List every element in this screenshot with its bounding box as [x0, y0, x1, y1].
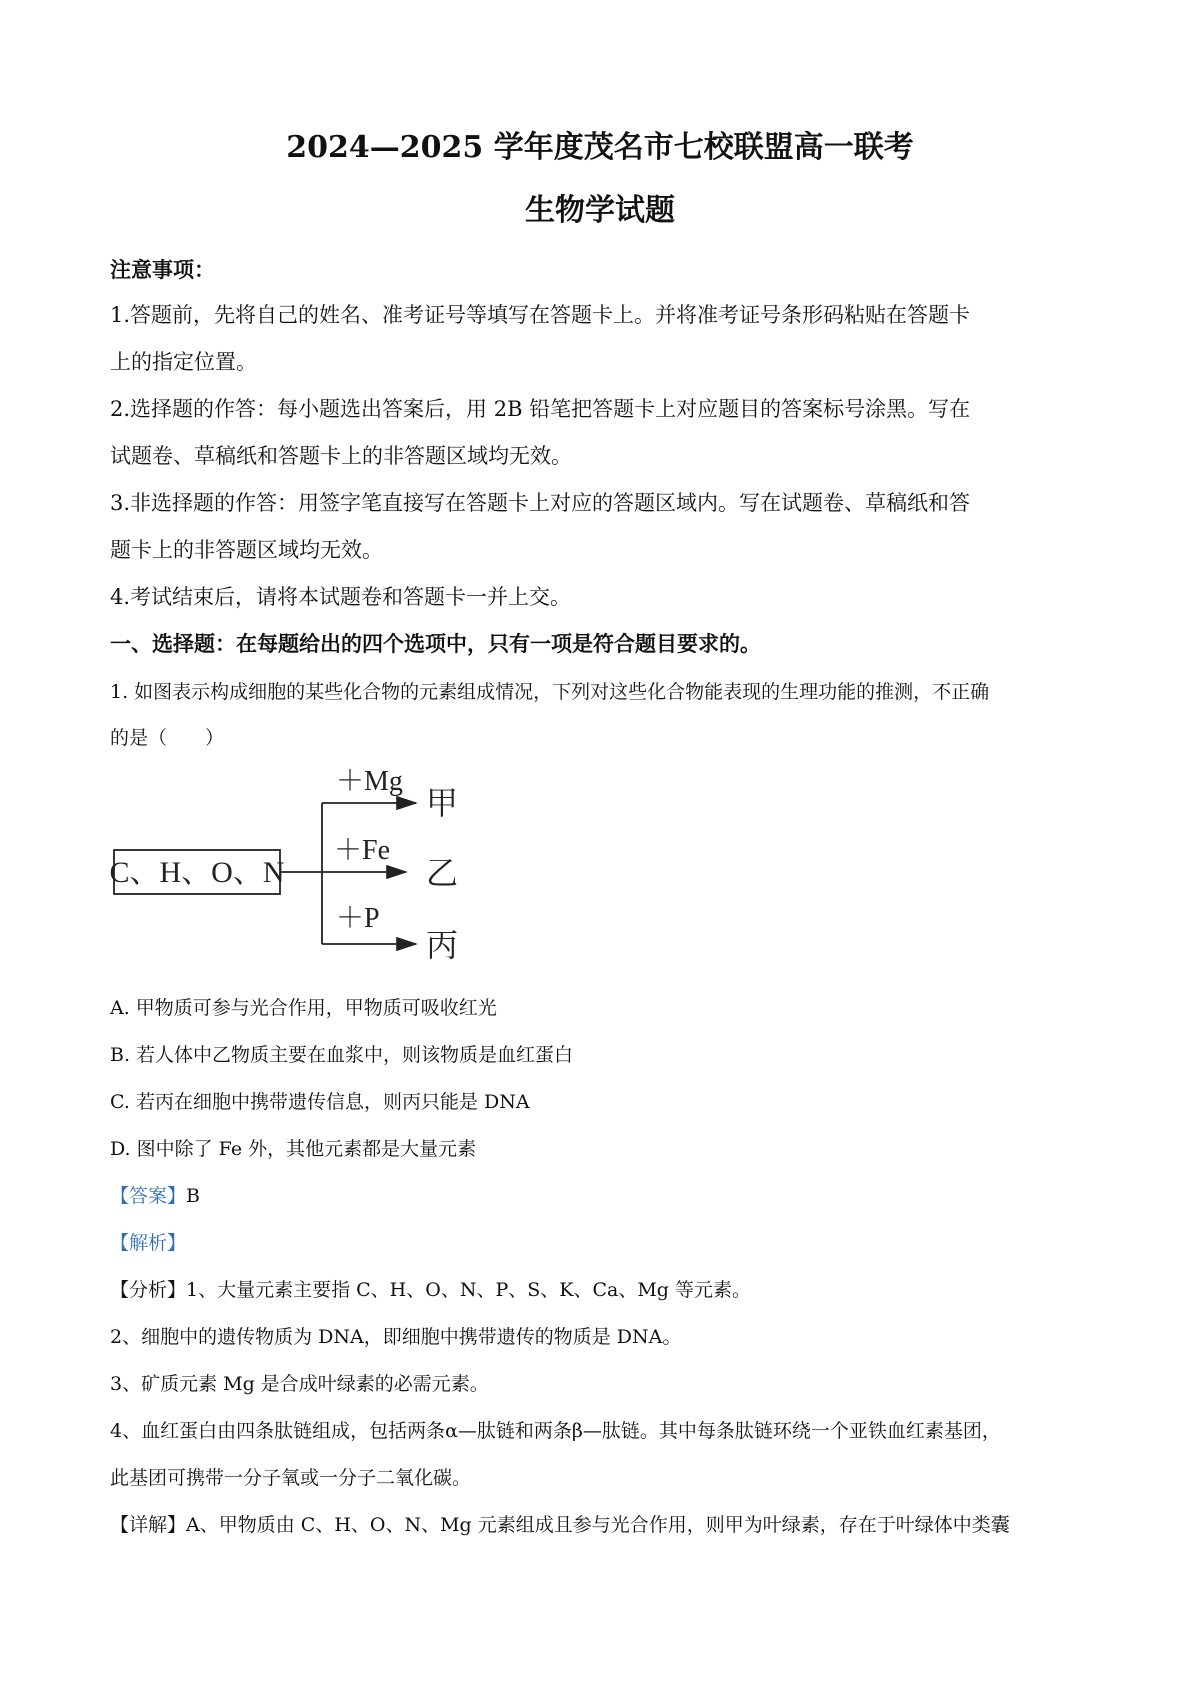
notice-line: 4.考试结束后，请将本试题卷和答题卡一并上交。 [110, 585, 572, 609]
section-heading: 一、选择题：在每题给出的四个选项中，只有一项是符合题目要求的。 [110, 631, 761, 656]
branch-target-jia: 甲 [426, 785, 459, 821]
notice-line: 题卡上的非答题区域均无效。 [110, 538, 383, 562]
notice-line: 1.答题前，先将自己的姓名、准考证号等填写在答题卡上。并将准考证号条形码粘贴在答题卡 [110, 303, 971, 327]
analysis-line: 此基团可携带一分子氧或一分子二氧化碳。 [110, 1467, 472, 1489]
branch-target-yi: 乙 [426, 855, 459, 891]
analysis-line: 2、细胞中的遗传物质为 DNA，即细胞中携带遗传的物质是 DNA。 [110, 1326, 682, 1348]
element-box-label: C、H、O、N [109, 856, 285, 889]
question-stem: 1. 如图表示构成细胞的某些化合物的元素组成情况，下列对这些化合物能表现的生理功能的推测，不正确 [110, 681, 990, 703]
answer-value: B [186, 1185, 200, 1207]
analysis-line: 3、矿质元素 Mg 是合成叶绿素的必需元素。 [110, 1373, 489, 1395]
answer-line [110, 1181, 200, 1208]
option-c: C. 若丙在细胞中携带遗传信息，则丙只能是 DNA [110, 1091, 530, 1113]
branch-label-fe: ＋Fe [334, 835, 391, 866]
xiangjie-label: 【详解】 [110, 1514, 187, 1536]
analysis-line: 4、血红蛋白由四条肽链组成，包括两条α—肽链和两条β—肽链。其中每条肽链环绕一个亚铁血红素基团， [110, 1420, 1001, 1442]
notice-line: 2.选择题的作答：每小题选出答案后，用 2B 铅笔把答题卡上对应题目的答案标号涂黑。写在 [110, 397, 971, 421]
question-stem: 的是（ ） [110, 727, 225, 749]
fenxi-label: 【分析】 [110, 1279, 187, 1301]
branch-target-bing: 丙 [426, 927, 459, 963]
branch-label-p: ＋P [336, 903, 380, 934]
exam-subtitle: 生物学试题 [525, 193, 675, 228]
notice-line: 上的指定位置。 [110, 350, 257, 374]
notice-line: 试题卷、草稿纸和答题卡上的非答题区域均无效。 [110, 444, 572, 468]
element-diagram [108, 768, 488, 968]
notice-heading: 注意事项： [110, 257, 215, 282]
branch-label-mg: ＋Mg [336, 766, 403, 797]
fenxi-text: 1、大量元素主要指 C、H、O、N、P、S、K、Ca、Mg 等元素。 [186, 1279, 751, 1301]
analysis-line [110, 1275, 751, 1302]
answer-label: 【答案】 [110, 1185, 187, 1207]
exam-title: 2024—2025 学年度茂名市七校联盟高一联考 [286, 130, 914, 165]
option-a: A. 甲物质可参与光合作用，甲物质可吸收红光 [110, 997, 497, 1019]
notice-line: 3.非选择题的作答：用签字笔直接写在答题卡上对应的答题区域内。写在试题卷、草稿纸和答 [110, 491, 971, 515]
xiangjie-text: A、甲物质由 C、H、O、N、Mg 元素组成且参与光合作用，则甲为叶绿素，存在于叶绿体中类囊 [186, 1514, 1010, 1536]
option-d: D. 图中除了 Fe 外，其他元素都是大量元素 [110, 1138, 477, 1160]
element-diagram-svg [108, 768, 488, 968]
option-b: B. 若人体中乙物质主要在血浆中，则该物质是血红蛋白 [110, 1044, 574, 1066]
xiangjie-line [110, 1510, 1010, 1537]
analysis-label: 【解析】 [110, 1232, 187, 1254]
